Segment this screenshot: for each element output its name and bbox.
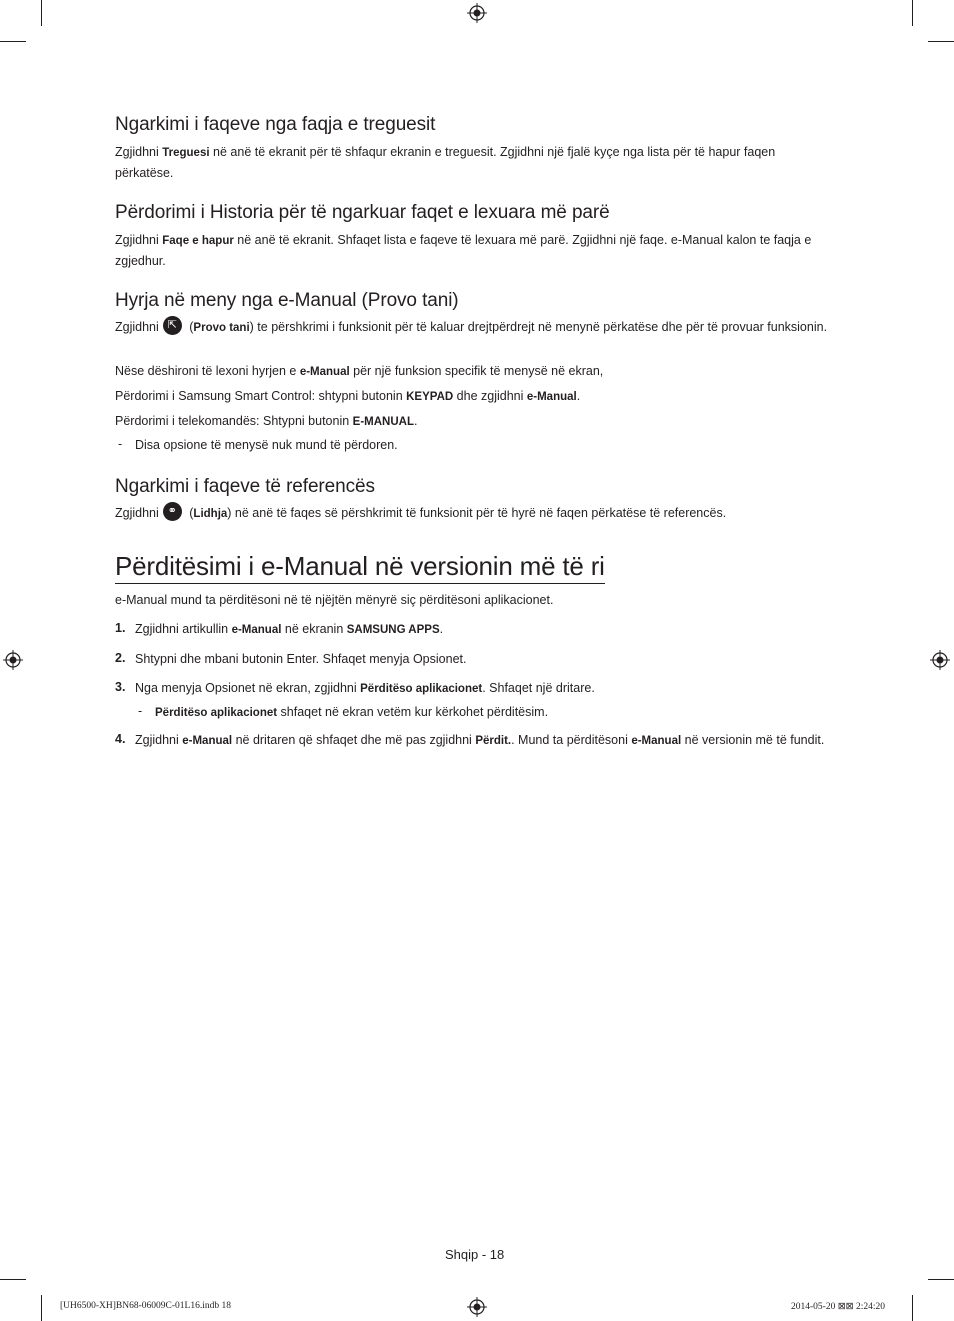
crop-mark-top-right-v	[912, 0, 913, 26]
update-title: Përditësimi i e-Manual në versionin më të ri	[115, 551, 605, 584]
try-now-note: Disa opsione të menysë nuk mund të përdoren.	[135, 438, 398, 452]
section-heading-index: Ngarkimi i faqeve nga faqja e treguesit	[115, 114, 436, 135]
crop-mark-top-left-h	[0, 41, 26, 42]
step-number: 3.	[115, 680, 126, 694]
bold-term: E-MANUAL	[352, 416, 414, 428]
launch-icon: ⇱	[163, 316, 182, 335]
text-run: : Shtypni butonin	[256, 414, 353, 428]
step-number: 1.	[115, 621, 126, 635]
text-run: .	[576, 389, 581, 403]
text-run: në dritaren që shfaqet dhe më pas zgjidhni	[232, 733, 476, 747]
text-run: ) te përshkrimi i funksionit për të kaluar drejtpërdrejt në menynë përkatëse dhe për të provuar funksionin.	[249, 320, 828, 334]
bold-term: Treguesi	[162, 147, 210, 159]
link-icon: ⚭	[163, 502, 182, 521]
print-timestamp: 2014-05-20 ⊠⊠ 2:24:20	[791, 1302, 886, 1312]
lead-term: Përdorimi i Samsung Smart Control	[115, 389, 312, 403]
section-heading-reference: Ngarkimi i faqeve të referencës	[115, 476, 375, 497]
bold-term: Faqe e hapur	[162, 235, 234, 247]
crosshair-registration-icon	[467, 1297, 487, 1317]
step-text	[135, 679, 830, 700]
bold-term: e-Manual	[182, 735, 233, 747]
text-run: .	[439, 622, 444, 636]
section-heading-try-now: Hyrja në meny nga e-Manual (Provo tani)	[115, 290, 459, 311]
bold-term: KEYPAD	[406, 391, 454, 403]
text-run: (	[185, 320, 194, 334]
section-body-index	[115, 143, 830, 183]
crosshair-registration-icon	[930, 650, 950, 670]
bold-term: e-Manual	[631, 735, 682, 747]
step-text	[135, 731, 830, 752]
text-run: Nga menyja Opsionet në ekran, zgjidhni	[135, 681, 361, 695]
text-run: Zgjidhni	[115, 233, 163, 247]
step-number: 2.	[115, 651, 126, 665]
try-now-line4	[115, 412, 830, 433]
lead-term: Përdorimi i telekomandës	[115, 414, 257, 428]
substep-dash: -	[138, 704, 143, 718]
step-text	[135, 650, 830, 670]
intro-prefix: Zgjidhni	[115, 506, 159, 520]
section-body-try-now	[115, 318, 830, 339]
crop-mark-bottom-left-h	[0, 1279, 26, 1280]
crop-mark-bottom-left-v	[41, 1295, 42, 1321]
bold-term: Lidhja	[193, 508, 228, 520]
text-run: Zgjidhni	[115, 145, 163, 159]
text-run: në anë të ekranit për të shfaqur ekranin e treguesit. Zgjidhni një fjalë kyçe nga lista për të hapur faqen përkatëse.	[115, 145, 776, 180]
section-body-reference	[115, 504, 830, 525]
intro-rest	[186, 506, 726, 520]
text-run: Nëse dëshironi të lexoni hyrjen e	[115, 364, 300, 378]
text-run: . Shfaqet një dritare.	[482, 681, 595, 695]
section-body-history	[115, 231, 830, 271]
step-number: 4.	[115, 732, 126, 746]
text-run: shfaqet në ekran vetëm kur kërkohet përditësim.	[277, 705, 549, 719]
intro-prefix: Zgjidhni	[115, 320, 159, 334]
crop-mark-top-right-h	[928, 41, 954, 42]
page-number: Shqip - 18	[445, 1247, 505, 1262]
crop-mark-bottom-right-h	[928, 1279, 954, 1280]
file-slug: [UH6500-XH]BN68-06009C-01L16.indb 18	[60, 1301, 231, 1311]
section-heading-history: Përdorimi i Historia për të ngarkuar faqet e lexuara më parë	[115, 202, 610, 223]
text-run: për një funksion specifik të menysë në ekran,	[349, 364, 604, 378]
text-run: ) në anë të faqes së përshkrimit të funksionit për të hyrë në faqen përkatëse të referencës.	[227, 506, 727, 520]
text-run: në ekranin	[281, 622, 347, 636]
bold-term: Përditëso aplikacionet	[155, 707, 278, 719]
bold-term: e-Manual	[299, 366, 350, 378]
try-now-line3	[115, 387, 830, 408]
crop-mark-top-left-v	[41, 0, 42, 26]
try-now-line2	[115, 362, 830, 383]
intro-rest	[186, 320, 827, 334]
text-run: Shtypni dhe mbani butonin Enter. Shfaqet menyja Opsionet.	[135, 652, 467, 666]
text-run: (	[185, 506, 194, 520]
update-intro: e-Manual mund ta përditësoni në të njëjtën mënyrë siç përditësoni aplikacionet.	[115, 593, 554, 607]
crop-mark-bottom-right-v	[912, 1295, 913, 1321]
text-run: Zgjidhni artikullin	[135, 622, 232, 636]
text-run: në versionin më të fundit.	[681, 733, 825, 747]
crosshair-registration-icon	[3, 650, 23, 670]
text-run: . Mund ta përditësoni	[511, 733, 632, 747]
text-run: Zgjidhni	[135, 733, 183, 747]
bold-term: e-Manual	[231, 624, 282, 636]
bold-term: SAMSUNG APPS	[346, 624, 440, 636]
bold-term: Përdit.	[475, 735, 512, 747]
text-run: : shtypni butonin	[311, 389, 407, 403]
bold-term: Përditëso aplikacionet	[360, 683, 483, 695]
text-run: dhe zgjidhni	[453, 389, 527, 403]
step-text	[135, 620, 830, 641]
text-run: .	[413, 414, 418, 428]
crosshair-registration-icon	[467, 3, 487, 23]
bold-term: Provo tani	[193, 322, 250, 334]
text-run: në anë të ekranit. Shfaqet lista e faqeve të lexuara më parë. Zgjidhni një faqe. e-Manual kalon te faqja e zgjedhur.	[115, 233, 812, 268]
bold-term: e-Manual	[526, 391, 577, 403]
note-dash: -	[118, 437, 123, 451]
substep-text	[155, 703, 830, 724]
